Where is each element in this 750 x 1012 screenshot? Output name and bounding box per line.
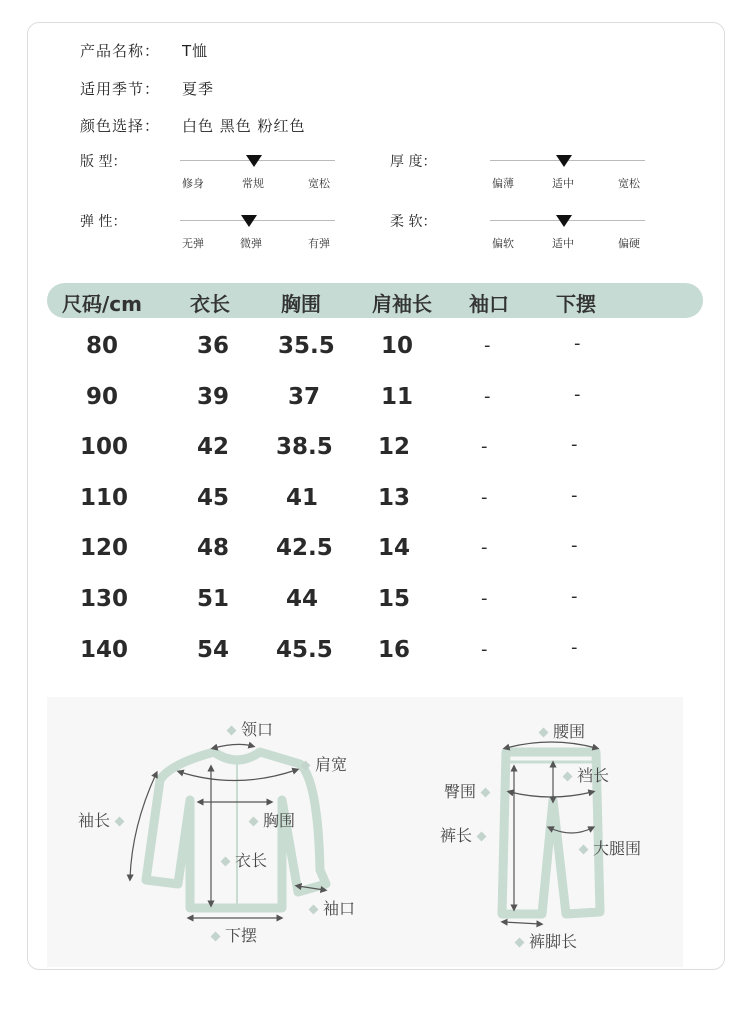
cell-size: 90	[86, 384, 119, 410]
diamond-icon	[227, 726, 237, 736]
cell-shoulder-sleeve: 11	[381, 384, 414, 410]
header-shoulder-sleeve: 肩袖长	[372, 292, 432, 316]
elasticity-tick-3: 有弹	[308, 237, 330, 250]
header-hem: 下摆	[556, 292, 596, 316]
cell-shoulder-sleeve: 14	[378, 535, 411, 561]
header-length: 衣长	[190, 292, 230, 316]
shirt-outline	[146, 752, 326, 908]
cell-cuff: -	[484, 386, 491, 407]
cuff-label: 袖口	[304, 896, 355, 919]
elasticity-scale-label: 弹 性：	[80, 214, 127, 230]
fit-tick-1: 修身	[182, 177, 204, 190]
thickness-tick-3: 宽松	[618, 177, 640, 190]
shoulder-label: 肩宽	[296, 752, 347, 775]
diamond-icon	[477, 832, 487, 842]
diamond-icon	[249, 817, 259, 827]
cell-chest: 37	[288, 384, 321, 410]
color-label: 颜色选择：	[80, 117, 161, 135]
fit-tick-2: 常规	[242, 177, 264, 190]
cell-length: 45	[197, 485, 230, 511]
cell-length: 54	[197, 637, 230, 663]
thickness-tick-2: 适中	[552, 177, 574, 190]
cell-cuff: -	[481, 588, 488, 609]
color-value: 白色 黑色 粉红色	[182, 117, 306, 135]
softness-tick-2: 适中	[552, 237, 574, 250]
diamond-icon	[301, 761, 311, 771]
elasticity-tick-1: 无弹	[182, 237, 204, 250]
softness-scale-label: 柔 软：	[390, 214, 437, 230]
cell-chest: 41	[286, 485, 319, 511]
sleeve-label: 袖长	[78, 808, 129, 831]
inseam-label: 裤长	[440, 823, 491, 846]
cell-length: 42	[197, 434, 230, 460]
diamond-icon	[515, 938, 525, 948]
cell-hem: -	[571, 637, 578, 658]
length-label: 衣长	[216, 848, 267, 871]
cell-hem: -	[571, 535, 578, 556]
cell-length: 36	[197, 333, 230, 359]
cell-cuff: -	[481, 487, 488, 508]
diamond-icon	[579, 845, 589, 855]
cell-hem: -	[571, 586, 578, 607]
chest-label: 胸围	[244, 808, 295, 831]
cell-cuff: -	[484, 335, 491, 356]
season-label: 适用季节：	[80, 80, 161, 98]
cell-chest: 35.5	[278, 333, 335, 359]
thickness-tick-1: 偏薄	[492, 177, 514, 190]
diamond-icon	[221, 857, 231, 867]
cell-size: 140	[80, 637, 129, 663]
waist-label: 腰围	[534, 719, 585, 742]
cell-chest: 45.5	[276, 637, 333, 663]
cell-hem: -	[571, 485, 578, 506]
header-chest: 胸围	[281, 292, 321, 316]
cell-chest: 38.5	[276, 434, 333, 460]
thickness-scale-label: 厚 度：	[390, 154, 437, 170]
season-value: 夏季	[182, 80, 215, 98]
diamond-icon	[539, 728, 549, 738]
cell-size: 100	[80, 434, 129, 460]
softness-tick-1: 偏软	[492, 237, 514, 250]
product-name-value: T恤	[182, 42, 209, 60]
leg-opening-label: 裤脚长	[510, 929, 577, 952]
fit-tick-3: 宽松	[308, 177, 330, 190]
cell-length: 51	[197, 586, 230, 612]
softness-tick-3: 偏硬	[618, 237, 640, 250]
header-size: 尺码/cm	[62, 292, 142, 316]
diamond-icon	[481, 788, 491, 798]
cell-shoulder-sleeve: 10	[381, 333, 414, 359]
hem-label: 下摆	[206, 923, 257, 946]
elasticity-tick-2: 微弹	[240, 237, 262, 250]
cell-shoulder-sleeve: 16	[378, 637, 411, 663]
cell-size: 80	[86, 333, 119, 359]
product-name-label: 产品名称：	[80, 42, 161, 60]
cell-cuff: -	[481, 537, 488, 558]
cell-cuff: -	[481, 639, 488, 660]
cell-size: 120	[80, 535, 129, 561]
hip-label: 臀围	[444, 779, 495, 802]
cell-chest: 44	[286, 586, 319, 612]
cell-length: 39	[197, 384, 230, 410]
fit-scale-label: 版 型：	[80, 154, 127, 170]
diamond-icon	[115, 817, 125, 827]
diamond-icon	[211, 932, 221, 942]
cell-shoulder-sleeve: 12	[378, 434, 411, 460]
cell-length: 48	[197, 535, 230, 561]
cell-shoulder-sleeve: 13	[378, 485, 411, 511]
cell-cuff: -	[481, 436, 488, 457]
cell-shoulder-sleeve: 15	[378, 586, 411, 612]
rise-label: 裆长	[558, 763, 609, 786]
cell-hem: -	[574, 333, 581, 354]
diamond-icon	[309, 905, 319, 915]
cell-size: 110	[80, 485, 129, 511]
cell-size: 130	[80, 586, 129, 612]
cell-hem: -	[571, 434, 578, 455]
diamond-icon	[563, 772, 573, 782]
cell-chest: 42.5	[276, 535, 333, 561]
collar-label: 领口	[222, 717, 273, 740]
header-cuff: 袖口	[469, 292, 509, 316]
cell-hem: -	[574, 384, 581, 405]
thigh-label: 大腿围	[574, 836, 641, 859]
